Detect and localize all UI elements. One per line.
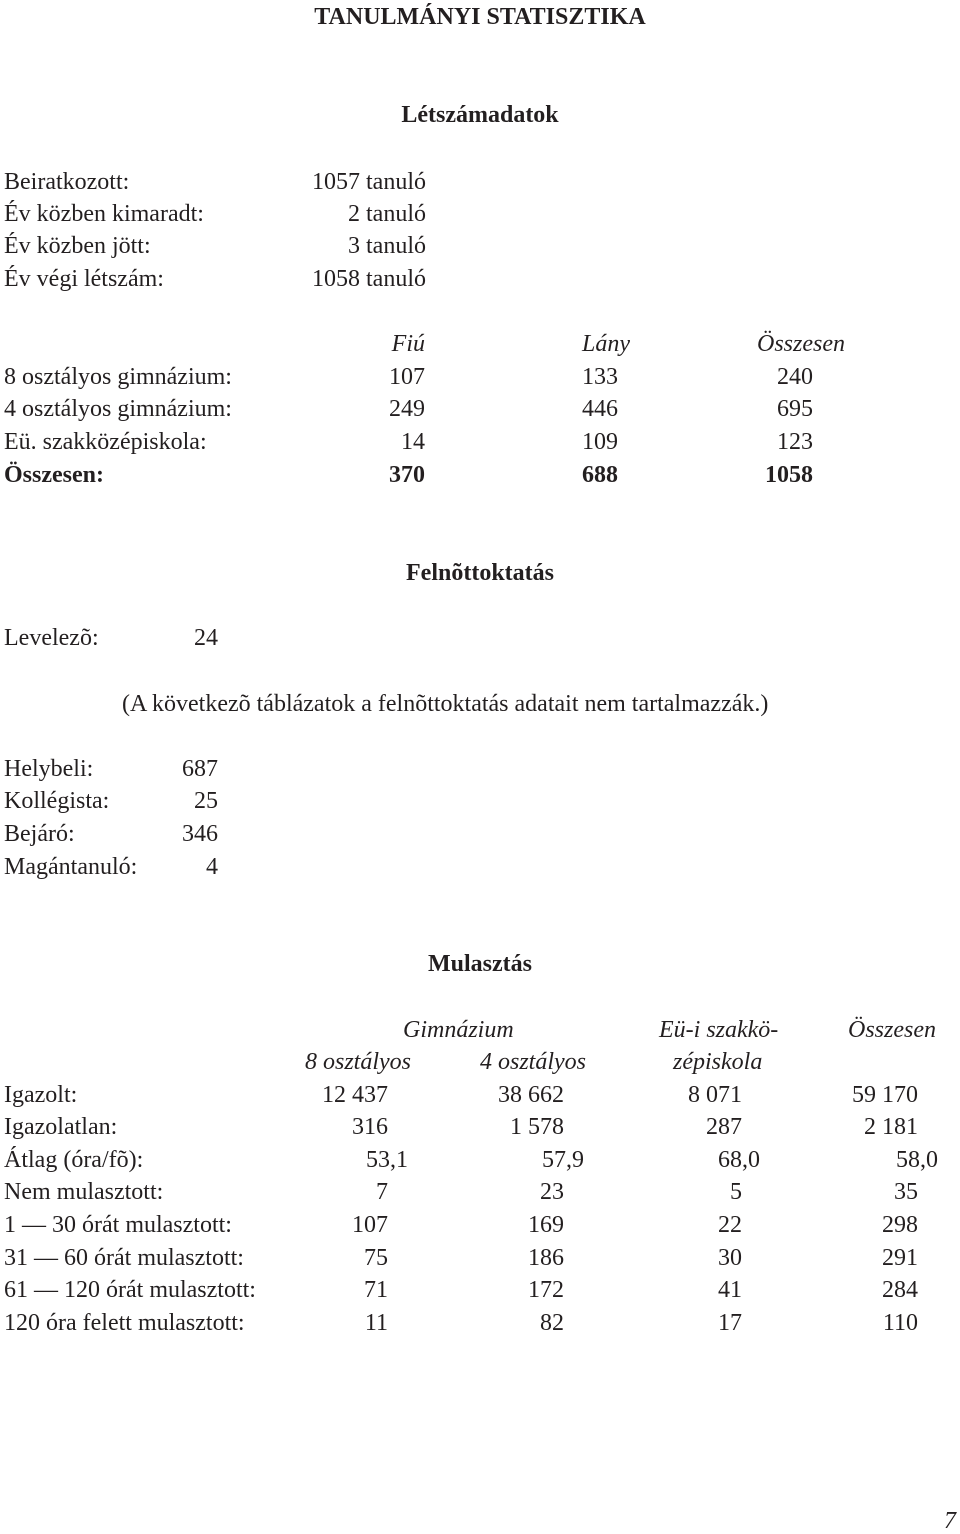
column-header-8-osztalyos: 8 osztályos [305,1049,412,1075]
cell-8-osztalyos: 71 [364,1277,388,1303]
cell-4-osztalyos: 57,9 [542,1147,584,1173]
cell-4-osztalyos: 169 [528,1212,564,1238]
cell-osszesen: 2 181 [864,1114,918,1140]
cell-4-osztalyos: 186 [528,1245,564,1271]
mulasztas-row-label: 120 óra felett mulasztott: [4,1310,245,1336]
cell-eu: 17 [718,1310,742,1336]
cell-eu: 287 [706,1114,742,1140]
cell-lany: 446 [582,396,618,422]
page-number: 7 [944,1508,956,1534]
lakhely-value: 687 [182,756,218,782]
row-label: 8 osztályos gimnázium: [4,364,232,390]
total-lany: 688 [582,462,618,488]
total-osszesen: 1058 [765,462,813,488]
cell-4-osztalyos: 23 [540,1179,564,1205]
letszam-label: Év közben kimaradt: [4,201,204,227]
letszam-value: 1058 tanuló [312,266,426,292]
cell-osszesen: 240 [777,364,813,390]
cell-osszesen: 298 [882,1212,918,1238]
cell-eu: 5 [730,1179,742,1205]
page-title: TANULMÁNYI STATISZTIKA [314,4,646,30]
total-row-label: Összesen: [4,462,104,488]
section-heading-felnott: Felnõttoktatás [406,560,554,586]
lakhely-label: Bejáró: [4,821,75,847]
column-header-osszesen: Összesen [848,1017,936,1043]
cell-4-osztalyos: 82 [540,1310,564,1336]
levelezo-label: Levelezõ: [4,625,99,651]
column-header-fiu: Fiú [391,331,425,357]
cell-fiu: 107 [389,364,425,390]
cell-fiu: 14 [401,429,425,455]
total-fiu: 370 [389,462,425,488]
cell-lany: 109 [582,429,618,455]
letszam-value: 2 tanuló [348,201,426,227]
cell-osszesen: 291 [882,1245,918,1271]
mulasztas-row-label: 31 — 60 órát mulasztott: [4,1245,244,1271]
lakhely-value: 25 [194,788,218,814]
mulasztas-row-label: Igazolatlan: [4,1114,118,1140]
mulasztas-row-label: Átlag (óra/fõ): [4,1147,144,1173]
cell-4-osztalyos: 1 578 [510,1114,564,1140]
cell-8-osztalyos: 12 437 [322,1082,388,1108]
cell-lany: 133 [582,364,618,390]
cell-osszesen: 58,0 [896,1147,938,1173]
column-header-osszesen: Összesen [757,331,845,357]
cell-osszesen: 695 [777,396,813,422]
cell-fiu: 249 [389,396,425,422]
cell-8-osztalyos: 11 [364,1310,388,1336]
lakhely-label: Kollégista: [4,788,110,814]
cell-8-osztalyos: 7 [376,1179,388,1205]
letszam-label: Év végi létszám: [4,266,164,292]
cell-8-osztalyos: 316 [352,1114,388,1140]
letszam-label: Év közben jött: [4,233,151,259]
lakhely-value: 346 [182,821,218,847]
cell-eu: 68,0 [718,1147,760,1173]
column-header-eu: Eü-i szakkö- [659,1017,779,1043]
cell-osszesen: 284 [882,1277,918,1303]
mulasztas-row-label: 1 — 30 órát mulasztott: [4,1212,232,1238]
mulasztas-row-label: 61 — 120 órát mulasztott: [4,1277,256,1303]
cell-osszesen: 35 [894,1179,918,1205]
mulasztas-row-label: Nem mulasztott: [4,1179,164,1205]
cell-osszesen: 123 [777,429,813,455]
column-header-4-osztalyos: 4 osztályos [480,1049,587,1075]
letszam-value: 3 tanuló [348,233,426,259]
lakhely-value: 4 [206,854,218,880]
cell-osszesen: 110 [882,1310,918,1336]
cell-osszesen: 59 170 [852,1082,918,1108]
row-label: Eü. szakközépiskola: [4,429,207,455]
cell-8-osztalyos: 75 [364,1245,388,1271]
row-label: 4 osztályos gimnázium: [4,396,232,422]
column-header-lany: Lány [582,331,630,357]
column-header-eu-line2: zépiskola [673,1049,763,1075]
lakhely-label: Helybeli: [4,756,94,782]
column-header-gimnazium: Gimnázium [403,1017,514,1043]
felnott-note: (A következõ táblázatok a felnõttoktatás adatait nem tartalmazzák.) [122,691,769,717]
cell-eu: 22 [718,1212,742,1238]
lakhely-label: Magántanuló: [4,854,138,880]
cell-eu: 30 [718,1245,742,1271]
section-heading-letszam: Létszámadatok [401,102,559,128]
cell-8-osztalyos: 107 [352,1212,388,1238]
letszam-value: 1057 tanuló [312,169,426,195]
cell-4-osztalyos: 172 [528,1277,564,1303]
section-heading-mulasztas: Mulasztás [428,951,532,977]
levelezo-value: 24 [194,625,218,651]
mulasztas-row-label: Igazolt: [4,1082,78,1108]
cell-eu: 8 071 [688,1082,742,1108]
cell-eu: 41 [718,1277,742,1303]
cell-8-osztalyos: 53,1 [366,1147,408,1173]
letszam-label: Beiratkozott: [4,169,130,195]
cell-4-osztalyos: 38 662 [498,1082,564,1108]
